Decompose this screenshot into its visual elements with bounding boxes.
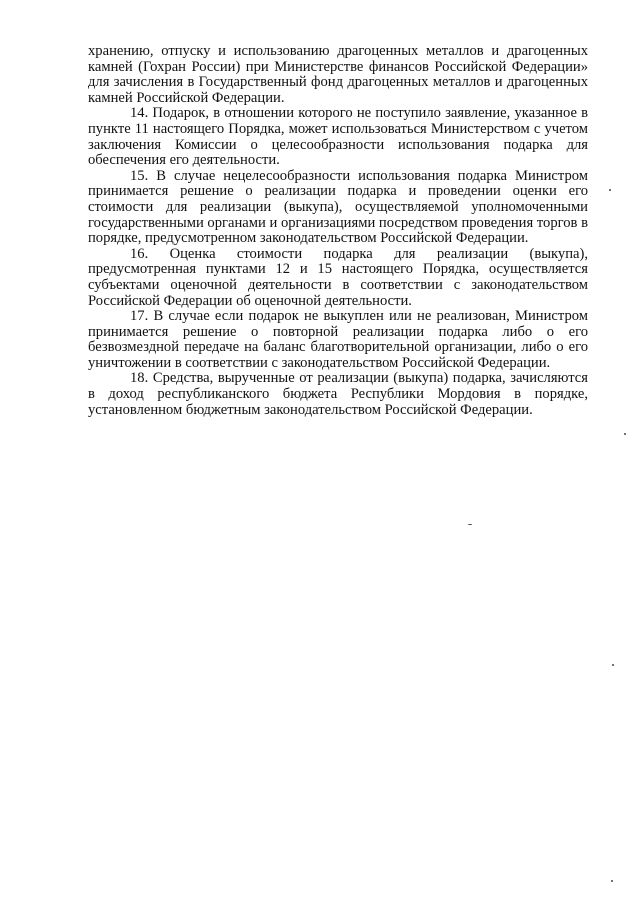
paragraph-16: 16. Оценка стоимости подарка для реализации (выкупа), предусмотренная пунктами 12 и 15 настоящего Порядка, осуществляется субъектами оценочной деятельности в соответствии с законодательством Российской Федерации об оценочной деятельности. xyxy=(88,245,588,309)
scan-speck xyxy=(624,433,626,435)
paragraph-14: 14. Подарок, в отношении которого не поступило заявление, указанное в пункте 11 настоящего Порядка, может использоваться Министерством с учетом заключения Комиссии о целесообразности использования подарка для обеспечения его деятельности. xyxy=(88,105,588,169)
paragraph-17: 17. В случае если подарок не выкуплен или не реализован, Министром принимается решение о повторной реализации подарка либо о его безвозмездной передаче на баланс благотворительной организации, либо о его уничтожении в соответствии с законодательством Российской Федерации. xyxy=(88,308,588,371)
scan-speck xyxy=(612,664,614,666)
document-body xyxy=(88,44,588,418)
scan-speck xyxy=(611,880,613,882)
paragraph-15: 15. В случае нецелесообразности использования подарка Министром принимается решение о реализации подарка и проведении оценки его стоимости для реализации (выкупа), осуществляемой уполномоченными государственными органами и организациями посредством проведения торгов в порядке, предусмотренном законодательством Российской Федерации. xyxy=(88,167,588,247)
scan-speck xyxy=(468,524,472,525)
paragraph-continuation: хранению, отпуску и использованию драгоценных металлов и драгоценных камней (Гохран России) при Министерстве финансов Российской Федерации» для зачисления в Государственный фонд драгоценных металлов и драгоценных камней Российской Федерации. xyxy=(88,43,588,106)
scan-speck xyxy=(609,189,611,191)
paragraph-18: 18. Средства, вырученные от реализации (выкупа) подарка, зачисляются в доход республиканского бюджета Республики Мордовия в порядке, установленном бюджетным законодательством Российской Федерации. xyxy=(88,370,588,418)
